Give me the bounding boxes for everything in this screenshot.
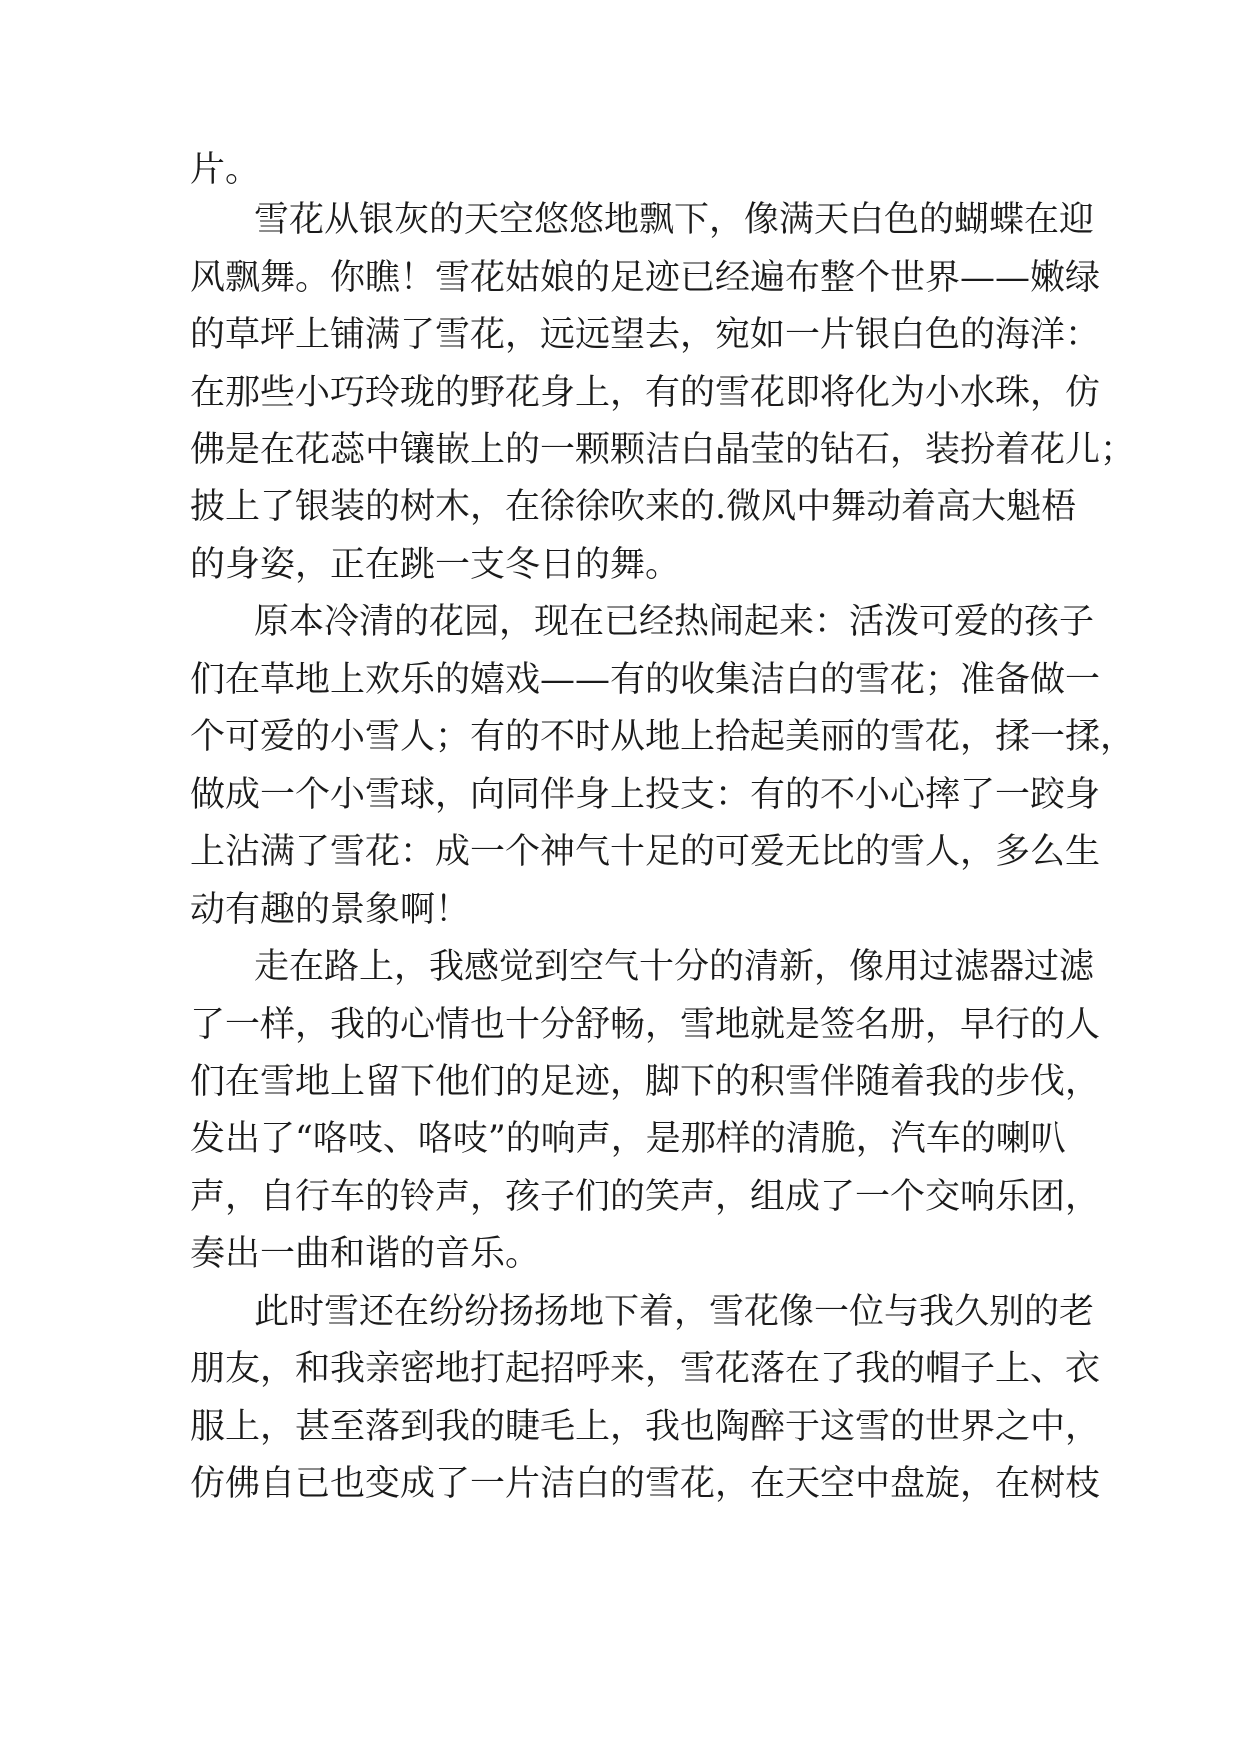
text-line: 佛是在花蕊中镶嵌上的一颗颗洁白晶莹的钻石，装扮着花儿； xyxy=(190,430,1136,470)
text-line: 片。 xyxy=(190,150,261,190)
text-line: 风飘舞。你瞧！雪花姑娘的足迹已经遍布整个世界——嫩绿 xyxy=(190,258,1101,298)
text-line: 走在路上，我感觉到空气十分的清新，像用过滤器过滤 xyxy=(254,947,1095,987)
text-line: 奏出一曲和谐的音乐。 xyxy=(190,1234,541,1274)
text-line: 上沾满了雪花：成一个神气十足的可爱无比的雪人，多么生 xyxy=(190,832,1101,872)
text-line: 们在雪地上留下他们的足迹，脚下的积雪伴随着我的步伐， xyxy=(190,1062,1101,1102)
text-line: 披上了银装的树木，在徐徐吹来的.微风中舞动着高大魁梧 xyxy=(190,487,1077,527)
text-line: 服上，甚至落到我的睫毛上，我也陶醉于这雪的世界之中， xyxy=(190,1407,1101,1447)
text-line: 原本冷清的花园，现在已经热闹起来：活泼可爱的孩子 xyxy=(254,602,1095,642)
text-line: 的身姿，正在跳一支冬日的舞。 xyxy=(190,545,681,585)
text-line: 个可爱的小雪人；有的不时从地上拾起美丽的雪花，揉一揉， xyxy=(190,717,1136,757)
text-line: 们在草地上欢乐的嬉戏——有的收集洁白的雪花；准备做一 xyxy=(190,660,1101,700)
text-line: 朋友，和我亲密地打起招呼来，雪花落在了我的帽子上、衣 xyxy=(190,1349,1101,1389)
text-line: 的草坪上铺满了雪花，远远望去，宛如一片银白色的海洋： xyxy=(190,315,1101,355)
text-line: 发出了“咯吱、咯吱”的响声，是那样的清脆，汽车的喇叭 xyxy=(190,1119,1066,1159)
text-line: 在那些小巧玲珑的野花身上，有的雪花即将化为小水珠，仿 xyxy=(190,373,1101,413)
text-line: 了一样，我的心情也十分舒畅，雪地就是签名册，早行的人 xyxy=(190,1005,1101,1045)
text-line: 动有趣的景象啊！ xyxy=(190,890,471,930)
text-line: 雪花从银灰的天空悠悠地飘下，像满天白色的蝴蝶在迎 xyxy=(254,200,1095,240)
text-line: 此时雪还在纷纷扬扬地下着，雪花像一位与我久别的老 xyxy=(254,1292,1095,1332)
text-line: 声，自行车的铃声，孩子们的笑声，组成了一个交响乐团， xyxy=(190,1177,1101,1217)
text-line: 做成一个小雪球，向同伴身上投支：有的不小心摔了一跤身 xyxy=(190,775,1101,815)
text-line: 仿佛自已也变成了一片洁白的雪花，在天空中盘旋，在树枝 xyxy=(190,1464,1101,1504)
